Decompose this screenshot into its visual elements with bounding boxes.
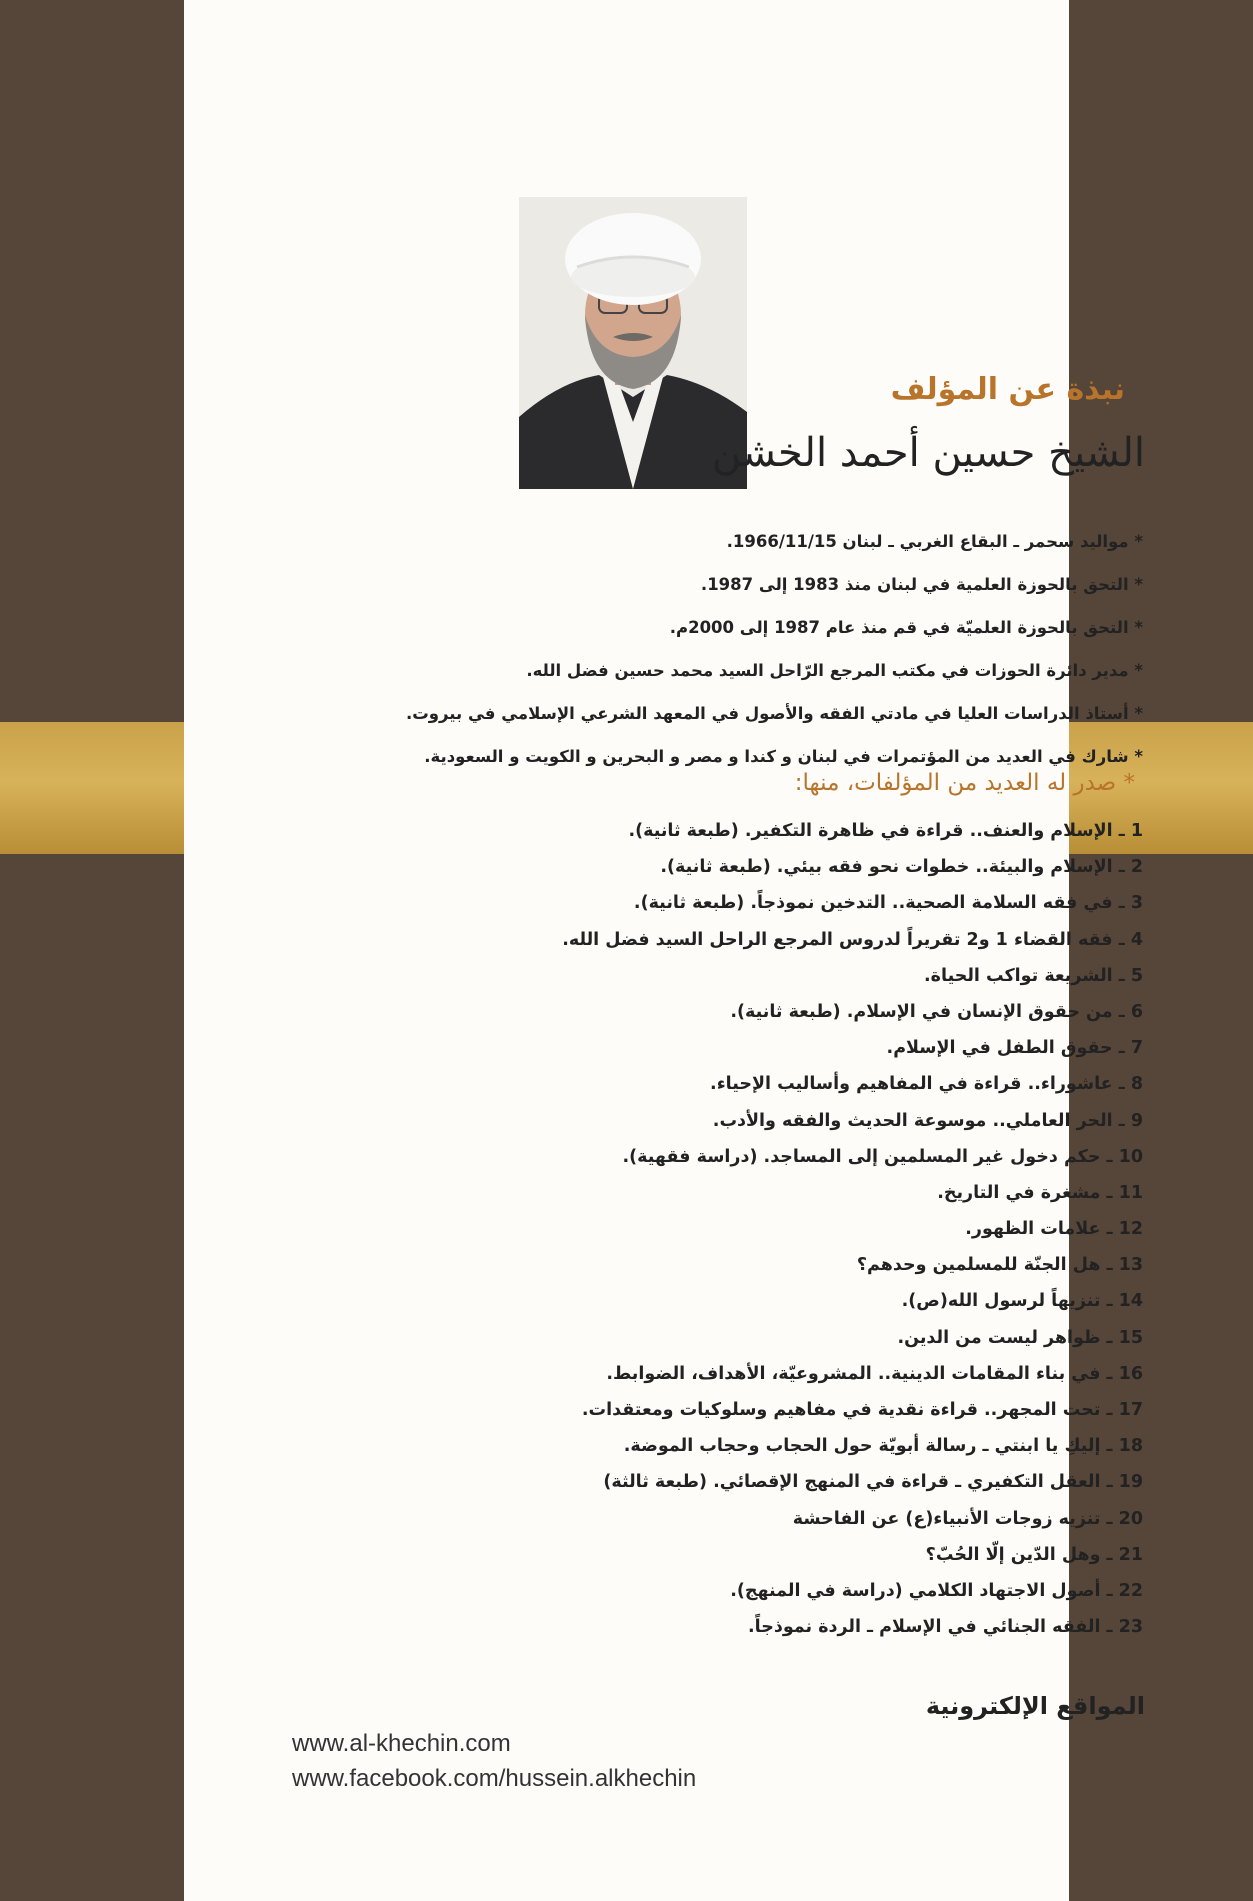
works-item: 6 ـ من حقوق الإنسان في الإسلام. (طبعة ثانية). — [730, 1001, 1143, 1022]
works-heading: * صدر له العديد من المؤلفات، منها: — [794, 770, 1135, 796]
works-item: 18 ـ إليكِ يا ابنتي ـ رسالة أبويّة حول الحجاب وحجاب الموضة. — [623, 1436, 1143, 1457]
works-item: 13 ـ هل الجنّة للمسلمين وحدهم؟ — [856, 1255, 1143, 1276]
works-item: 22 ـ أصول الاجتهاد الكلامي (دراسة في المنهج). — [730, 1580, 1143, 1601]
works-list — [373, 816, 1143, 1648]
works-item: 12 ـ علامات الظهور. — [965, 1219, 1143, 1240]
websites-heading: المواقع الإلكترونية — [925, 1692, 1145, 1720]
works-item: 14 ـ تنزيهاً لرسول الله(ص). — [901, 1291, 1143, 1312]
works-item: 15 ـ ظواهر ليست من الدين. — [897, 1327, 1143, 1348]
facebook-url[interactable]: www.facebook.com/hussein.alkhechin — [292, 1765, 697, 1792]
works-item: 23 ـ الفقه الجنائي في الإسلام ـ الردة نموذجاً. — [748, 1617, 1143, 1638]
works-item: 16 ـ في بناء المقامات الدينية.. المشروعيّة، الأهداف، الضوابط. — [606, 1363, 1143, 1384]
works-item: 8 ـ عاشوراء.. قراءة في المفاهيم وأساليب الإحياء. — [710, 1074, 1143, 1095]
works-item: 2 ـ الإسلام والبيئة.. خطوات نحو فقه بيئي. (طبعة ثانية). — [660, 857, 1143, 878]
author-name: الشيخ حسين أحمد الخشن — [711, 430, 1145, 476]
works-item: 11 ـ مشغرة في التاريخ. — [937, 1182, 1143, 1203]
website-url[interactable]: www.al-khechin.com — [292, 1730, 511, 1757]
bio-line: * مواليد سحمر ـ البقاع الغربي ـ لبنان 1966/11/15. — [726, 532, 1143, 551]
cover-left-panel — [0, 0, 184, 1901]
bio-line: * شارك في العديد من المؤتمرات في لبنان و كندا و مصر و البحرين و الكويت و السعودية. — [424, 747, 1143, 766]
works-item: 10 ـ حكم دخول غير المسلمين إلى المساجد. (دراسة فقهية). — [622, 1146, 1143, 1167]
works-item: 19 ـ العقل التكفيري ـ قراءة في المنهج الإقصائي. (طبعة ثالثة) — [603, 1472, 1143, 1493]
author-bio — [373, 527, 1143, 785]
gold-band-left — [0, 722, 184, 854]
works-item: 5 ـ الشريعة تواكب الحياة. — [924, 965, 1143, 986]
works-item: 9 ـ الحر العاملي.. موسوعة الحديث والفقه والأدب. — [712, 1110, 1143, 1131]
bio-line: * أستاذ الدراسات العليا في مادتي الفقه والأصول في المعهد الشرعي الإسلامي في بيروت. — [405, 704, 1143, 723]
bio-line: * التحق بالحوزة العلميّة في قم منذ عام 1987 إلى 2000م. — [669, 618, 1143, 637]
works-item: 20 ـ تنزيه زوجات الأنبياء(ع) عن الفاحشة — [792, 1508, 1143, 1529]
works-item: 4 ـ فقه القضاء 1 و2 تقريراً لدروس المرجع الراحل السيد فضل الله. — [562, 929, 1143, 950]
author-heading: نبذة عن المؤلف — [890, 372, 1125, 407]
works-item: 21 ـ وهل الدّين إلّا الحُبّ؟ — [925, 1544, 1143, 1565]
works-item: 3 ـ في فقه السلامة الصحية.. التدخين نموذجاً. (طبعة ثانية). — [633, 893, 1143, 914]
works-item: 17 ـ تحت المجهر.. قراءة نقدية في مفاهيم وسلوكيات ومعتقدات. — [581, 1400, 1143, 1420]
bio-line: * مدير دائرة الحوزات في مكتب المرجع الرّاحل السيد محمد حسين فضل الله. — [526, 661, 1143, 680]
works-item: 7 ـ حقوق الطفل في الإسلام. — [886, 1038, 1143, 1059]
works-item: 1 ـ الإسلام والعنف.. قراءة في ظاهرة التكفير. (طبعة ثانية). — [628, 821, 1143, 841]
bio-line: * التحق بالحوزة العلمية في لبنان منذ 1983 إلى 1987. — [700, 575, 1143, 594]
